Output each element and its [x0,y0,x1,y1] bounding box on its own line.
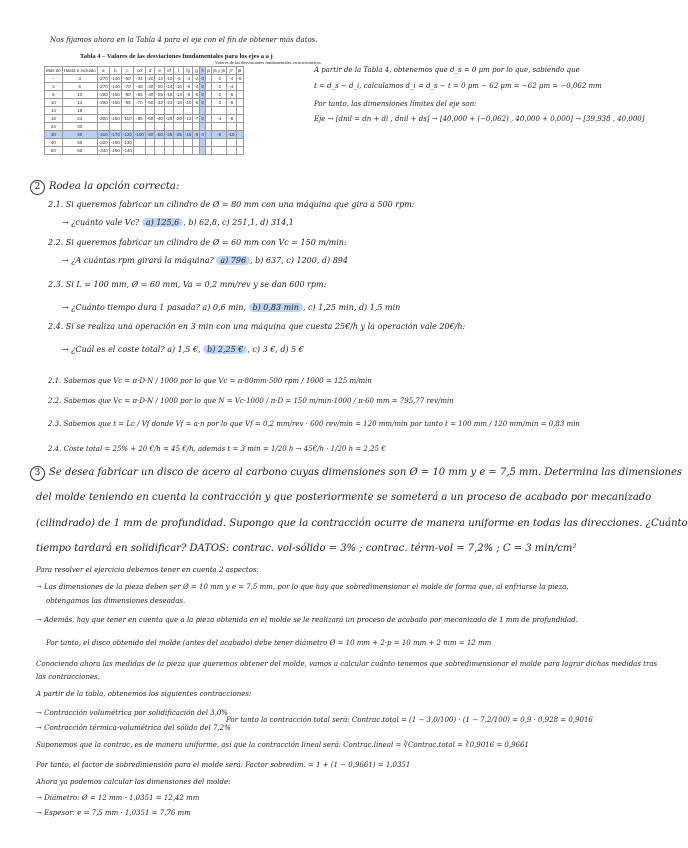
table-cell: -40 [156,116,163,121]
table-cell [174,147,184,155]
right-note-1: A partir de la Tabla 4, obtenemos que d_s = 0 μm por lo que, sabiendo que [314,66,580,74]
table-cell: -4 [183,75,193,83]
table-cell [212,123,227,131]
table-cell: -20 [175,116,182,121]
table-subcaption: Valores de las desviaciones fundamentales en micrómetros [215,60,321,65]
solution-2-1: 2.1. Sabemos que Vc = π·D·N / 1000 por lo que Vc = π·80mm·500 rpm / 1000 = 125 m/min [48,377,372,385]
table-row [45,91,244,99]
table-row [45,131,244,139]
table-cell: 30 [62,123,97,131]
table-cell: 0 [201,76,204,81]
table-cell: -6 [174,75,184,83]
table-cell: -2 [212,75,227,83]
table-cell [155,147,165,155]
table-cell: -16 [175,100,182,105]
q4-opt-b[interactable]: b) 2,25 € [203,345,247,354]
table-header-cell: g [193,67,200,75]
section3-stmt-4: tiempo tardará en solidificar? DATOS: contrac. vol-sólido = 3% ; contrac. térm-vol = 7,2% ; C = 3 min/cm² [36,543,577,554]
s3-thickness: → Espesor: e = 7,5 mm · 1,0351 = 7,76 mm [36,809,191,817]
table-cell: -5 [226,91,236,99]
table-cell: -95 [121,99,133,107]
s3-contraction-2: → Contracción térmica-volumétrica del sólido del 7,2% [36,724,231,732]
table-cell [164,147,174,155]
table-cell: -300 [98,116,108,121]
q2-prompt: → ¿A cuántas rpm girará la máquina? [62,256,214,265]
table-cell: -14 [156,76,163,81]
table-cell [164,139,174,147]
table-cell: -34 [133,75,145,83]
table-cell: -4 [226,75,236,83]
table-cell: -20 [146,76,154,81]
q3-opt-c[interactable]: c) 1,25 min [308,303,354,312]
table-cell: 50 [62,139,97,147]
table-cell [133,139,145,147]
table-cell: -46 [133,83,145,91]
table-cell: -50 [156,132,163,137]
table-cell: -5 [194,92,199,97]
table-cell: -35 [165,132,173,137]
table-cell: -100 [134,132,144,137]
table-cell: -25 [165,116,173,121]
table-cell: -320 [98,140,108,145]
table-cell: -290 [98,100,108,105]
q2-text: 2.2. Si queremos fabricar un cilindro de Ø = 60 mm con Vc = 150 m/min: [48,238,347,247]
table-cell [145,107,155,115]
table-header-cell: h [201,68,204,73]
table-cell: -340 [98,148,108,153]
table-cell [183,107,193,115]
s3-para-2a: → Las dimensiones de la pieza deben ser Ø = 10 mm y e = 7,5 mm, por lo que hay que sobredimensionar el molde de forma que, al enfriarse la pieza, [36,583,569,591]
table-cell: -6 [183,83,193,91]
q2-opt-b[interactable]: b) 637 [255,256,282,265]
q1-text: 2.1. Si queremos fabricar un cilindro de Ø = 80 mm con una máquina que gira a 500 rpm: [48,200,415,209]
q1-opt-b[interactable]: b) 62,8 [188,218,217,227]
table-cell: -10 [227,132,235,137]
table-cell: -190 [110,148,120,153]
table-header-row [45,67,244,75]
table-cell [236,131,243,139]
table-cell: -8 [183,91,193,99]
table-cell: 0 [201,92,204,97]
table-cell: -140 [110,76,120,81]
table-cell: -65 [146,116,154,121]
q2-opt-c[interactable]: c) 1200 [286,256,317,265]
table-cell [121,107,133,115]
table-cell: -180 [110,140,120,145]
q2-opt-d[interactable]: d) 894 [321,256,348,265]
table-cell: -23 [165,100,173,105]
s3-para-3b: Por tanto, el disco obtenido del molde (antes del acabado) debe tener diámetro Ø = 10 mm + 2·p = 10 mm + 2 mm = 12 mm [46,639,492,647]
table-cell [164,107,174,115]
table-cell: -25 [156,92,163,97]
section3-stmt-3: (cilindrado) de 1 mm de profundidad. Supongo que la contracción ocurre de manera uniforme en todas las direcciones. ¿Cuánto [36,518,688,529]
q4-answer-line: → ¿Cuál es el coste total? a) 1,5 €, b) 2,25 € , c) 3 €, d) 5 € [62,345,304,354]
s3-diameter: → Diámetro: Ø = 12 mm · 1,0351 = 12,42 mm [36,794,200,802]
table-cell: -160 [110,116,120,121]
table-cell: 10 [62,91,97,99]
s3-para-4a: Conociendo ahora las medidas de la pieza que queremos obtener del molde, vamos a calcular cuánto tenemos que sobredimensionar el molde para lograr dichas medidas tras [36,660,658,668]
q4-opt-a[interactable]: a) 1,5 € [167,345,198,354]
table-cell: -4 [194,84,199,89]
table-header-cell: Más de [46,68,61,73]
table-cell: -70 [121,83,133,91]
table-header-cell: d [145,67,155,75]
solution-2-4: 2.4. Coste total = 25% + 20 €/h = 45 €/h, además t = 3 min = 1/20 h → 45€/h · 1/20 h = 2,25 € [48,445,386,453]
q1-answer-line: → ¿cuánto vale Vc? a) 125,6 , b) 62,8, c) 251,1, d) 314,1 [62,218,294,227]
table-cell [183,139,193,147]
table-cell [155,123,165,131]
table-cell: 24 [62,115,97,123]
right-note-2: t = d_s − d_i, calculamos d_i = d_s − t = 0 μm − 62 μm = −62 μm = −0,062 mm [314,82,602,90]
table-cell: 0 [201,84,204,89]
section3-number: 3 [30,466,45,481]
table-cell [121,123,133,131]
table-cell: 6 [45,91,63,99]
table-cell: -85 [133,115,145,123]
q3-text: 2.3. Si L = 100 mm, Ø = 60 mm, Va = 0,2 mm/rev y se dan 600 rpm: [48,280,327,289]
table-cell: 18 [62,107,97,115]
table-row [45,123,244,131]
table-header-cell: c [121,67,133,75]
table-cell: -40 [146,92,154,97]
table-cell [236,107,243,115]
table-cell [109,123,121,131]
table-cell [236,99,243,107]
q1-prompt: → ¿cuánto vale Vc? [62,218,140,227]
table-cell: -10 [184,100,192,105]
s3-contraction-total: Por tanto la contracción total será: Contrac.total = (1 − 3,0/100) · (1 − 7,2/100) = 0,9 · 0,928 = 0,9016 [226,716,593,724]
table-cell: -5 [212,131,227,139]
table-cell [236,147,243,155]
table-cell [133,107,145,115]
table-row [45,139,244,147]
q2-answer-line: → ¿A cuántas rpm girará la máquina? a) 796 , b) 637, c) 1200, d) 894 [62,256,348,265]
table-cell: 6 [62,83,97,91]
table-cell: 3 [62,75,97,83]
q2-opt-a[interactable]: a) 796 [216,256,250,265]
section3-stmt-2: del molde teniendo en cuenta la contracción y que posteriormente se someterá a un proceso de acabado por mecanizado [36,492,652,503]
table-row [45,99,244,107]
section3-line1 [30,466,682,481]
table-cell: -56 [133,91,145,99]
table-cell [183,147,193,155]
table-header-cell: js [206,68,211,73]
table-cell: -7 [194,116,199,121]
table-cell: 10 [45,99,63,107]
table-row [45,115,244,123]
table-body [45,75,244,155]
table-cell [97,107,109,115]
table-header-cell: b [109,67,121,75]
table-cell: -10 [175,84,182,89]
table-cell: 3 [45,83,63,91]
table-cell [109,107,121,115]
table-header-cell: a [97,67,109,75]
table-cell: 14 [45,107,63,115]
section3-stmt-1: Se desea fabricar un disco de acero al carbono cuyas dimensiones son Ø = 10 mm y e = 7,5 mm. Determina las dimensiones [49,467,683,478]
section2-number: 2 [30,180,45,195]
s3-para-6: Suponemos que la contrac. es de manera uniforme, así que la contracción lineal será: Contrac.lineal = ∛Contrac.total = ∛0,9016 = 0,9661 [36,741,529,749]
table-row [45,75,244,83]
table-cell: -140 [110,84,120,89]
table-cell: -20 [156,84,163,89]
table-header-cell: e [155,67,165,75]
table-cell [226,147,236,155]
table-header-cell: j5 y j6 [213,68,225,73]
q4-opt-c[interactable]: c) 3 € [252,345,276,354]
table-cell: -2 [194,76,199,81]
table-cell [174,123,184,131]
table-cell [226,107,236,115]
table-cell: -2 [212,91,227,99]
table-cell [212,139,227,147]
table-cell [193,147,200,155]
table-header-cell: ef [164,67,174,75]
q3-opt-a[interactable]: a) 0,6 min [202,303,244,312]
table-cell: -4 [226,83,236,91]
table-row [45,147,244,155]
table-header-cell: Hasta e incluido [63,68,96,73]
table-caption: Tabla 4 – Valores de las desviaciones fundamentales para los ejes a a j [80,53,273,60]
table-cell: -8 [226,115,236,123]
table-header-cell: j7 [226,67,236,75]
table-cell: -310 [98,132,108,137]
table-cell: 65 [62,147,97,155]
table-cell: -2 [212,83,227,91]
table-cell: 0 [201,100,204,105]
table-cell: 40 [45,139,63,147]
table-cell: -150 [110,100,120,105]
table-cell: -80 [121,91,133,99]
s3-para-2b: obtengamos las dimensiones deseadas. [46,597,186,605]
table-cell [97,123,109,131]
right-note-4: Eje → [dnil = dn + di , dnil + ds] → [40,000 + (−0,062) , 40,000 + 0,000] → [39,938 , 40,000] [314,115,645,123]
table-cell: 40 [62,131,97,139]
table-cell: 24 [45,123,63,131]
q4-opt-d[interactable]: d) 5 € [280,345,304,354]
q3-prompt: → ¿Cuánto tiempo dura 1 pasada? [62,303,200,312]
table-cell: -270 [98,76,108,81]
table-cell: 0 [201,116,204,121]
q4-prompt: → ¿Cuál es el coste total? [62,345,165,354]
table-row [45,83,244,91]
table-cell: -270 [98,84,108,89]
s3-para-8: Ahora ya podemos calcular las dimensiones del molde: [36,778,231,786]
table-cell: -6 [226,99,236,107]
table-cell: -140 [122,148,132,153]
table-cell: 30 [45,131,63,139]
solution-2-2: 2.2. Sabemos que Vc = π·D·N / 1000 por lo que N = Vc·1000 / π·D = 150 m/min·1000 / π·60 mm = 795,77 rev/min [48,397,454,405]
intro-text: Nos fijamos ahora en la Tabla 4 para el eje con el fin de obtener más datos. [50,36,318,44]
table-cell: -120 [122,132,132,137]
s3-para-4b: las contracciones. [36,673,100,681]
table-cell [193,123,200,131]
q4-text: 2.4. Si se realiza una operación en 3 min con una máquina que cuesta 25€/h y la operación vale 20€/h: [48,322,466,331]
q3-opt-d[interactable]: d) 1,5 min [358,303,401,312]
table-cell: -110 [122,116,132,121]
table-cell: -13 [175,92,182,97]
table-cell [155,139,165,147]
table-cell: -80 [146,132,154,137]
table-cell: -18 [165,92,173,97]
table-cell: -60 [121,75,133,83]
table-cell [193,107,200,115]
table-cell [145,139,155,147]
table-cell: -3 [212,99,227,107]
table-cell: 18 [45,115,63,123]
table-cell: 50 [45,147,63,155]
table-cell: -12 [184,116,192,121]
table-cell [164,123,174,131]
q1-opt-a[interactable]: a) 125,6 [142,218,183,227]
table-cell [226,139,236,147]
table-cell: -6 [237,76,242,81]
table-cell [183,123,193,131]
table-cell: -70 [133,99,145,107]
q3-answer-line: → ¿Cuánto tiempo dura 1 pasada? a) 0,6 min, b) 0,83 min , c) 1,25 min, d) 1,5 min [62,303,401,312]
s3-contraction-1: → Contracción volumétrica por solidificación del 3,0% [36,709,228,717]
table-cell [174,107,184,115]
table-header-cell: j8 [237,68,242,73]
table-header-cell: cd [133,67,145,75]
s3-para-5: A partir de la tabla, obtenemos los siguientes contracciones: [36,690,252,698]
table-cell: -10 [165,76,173,81]
table-cell: -6 [194,100,199,105]
table-cell [212,107,227,115]
table-cell [236,123,243,131]
s3-para-7: Por tanto, el factor de sobredimensión para el molde será: Factor sobredim. = 1 + (1 − 0,9661) = 1,0351 [36,761,411,769]
table-row [45,107,244,115]
solution-2-3: 2.3. Sabemos que t = Lc / Vf donde Vf = a·n por lo que Vf = 0,2 mm/rev · 600 rev/min = 120 mm/min por tanto t = 100 mm / 120 mm/min = 0,83 min [48,420,580,428]
right-note-3: Por tanto, las dimensiones límites del eje son: [314,100,477,108]
table-cell [133,147,145,155]
table-cell [212,147,227,155]
section2-heading [30,180,179,195]
q1-opt-d[interactable]: d) 314,1 [260,218,294,227]
table-cell [236,115,243,123]
table-cell: -9 [194,132,199,137]
table-cell: -150 [110,92,120,97]
deviation-table [44,66,244,155]
q3-opt-b[interactable]: b) 0,83 min [249,303,303,312]
table-cell: -25 [175,132,182,137]
table-cell: -130 [122,140,132,145]
table-cell: -280 [98,92,108,97]
table-cell: -15 [184,132,192,137]
table-cell: 14 [62,99,97,107]
table-cell [155,107,165,115]
table-cell: -170 [110,132,120,137]
table-header-cell: f [174,67,184,75]
table-cell: 0 [201,132,204,137]
table-cell: -4 [212,115,227,123]
table-cell [174,139,184,147]
table-cell: -50 [146,100,154,105]
section2-title: Rodea la opción correcta: [49,181,180,192]
table-header-cell: fg [183,67,193,75]
table-cell: -32 [156,100,163,105]
table-cell [145,147,155,155]
table-cell [236,91,243,99]
table-cell [236,139,243,147]
q1-opt-c[interactable]: c) 251,1 [222,218,256,227]
table-cell: -14 [165,84,173,89]
s3-para-3a: → Además, hay que tener en cuenta que a la pieza obtenida en el molde se le realizará un proceso de acabado por mecanizado de 1 mm de profundidad. [36,616,578,624]
table-cell: – [45,75,63,83]
table-cell [193,139,200,147]
table-cell [226,123,236,131]
s3-para-1: Para resolver el ejercicio debemos tener en cuenta 2 aspectos: [36,566,259,574]
table-cell [133,123,145,131]
table-cell: -30 [146,84,154,89]
table-cell [236,83,243,91]
table-cell [145,123,155,131]
